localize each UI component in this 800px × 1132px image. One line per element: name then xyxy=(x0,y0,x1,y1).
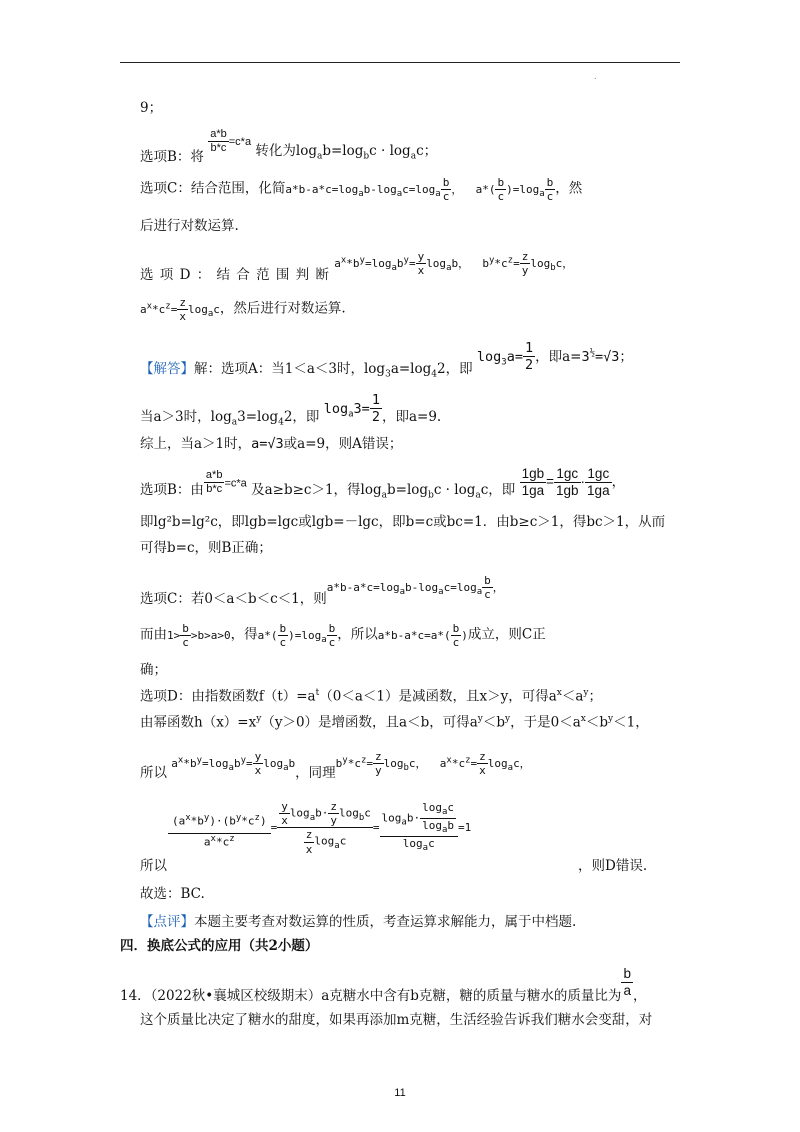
option-d-expr2: $a^x*c^z=$ $\frac{z}{x}$ $\log_ac$ xyxy=(140,296,220,324)
text: 14．（2022秋•襄城区校级期末）a克糖水中含有b克糖，糖的质量与糖水的质量比为 xyxy=(120,988,622,1005)
text: 确； xyxy=(140,662,167,678)
text: c · log xyxy=(369,143,411,160)
solution-a-summary xyxy=(140,436,402,452)
text-line-9 xyxy=(140,100,162,116)
text: 所以 xyxy=(140,764,167,781)
fraction-ab-bc: $\frac{a*b}{b*c}$ xyxy=(205,469,223,496)
text: 2，即 xyxy=(437,360,473,377)
fraction-b-c: $\frac{b}{c}$ xyxy=(497,176,505,204)
question-14-line2 xyxy=(140,1012,652,1028)
solution-b-line2 xyxy=(140,514,665,530)
text: c=log xyxy=(402,182,436,196)
text: ＜1， xyxy=(613,714,649,731)
option-c-expr: $a*b-a*c=\log_ab-\log_ac=\log_a$ $\frac{b}{c}$ ， a*( $\frac{b}{c}$ )$=\log_a$ $\frac{b}{c}$ xyxy=(285,176,554,204)
text: 由幂函数h（x）=x xyxy=(140,714,257,731)
solution-option-c xyxy=(140,574,504,607)
text: b=log xyxy=(322,143,364,160)
text: ，同理 xyxy=(295,764,336,781)
text: ，得 xyxy=(230,626,258,643)
option-d-label: 选 项 D ： 结 合 范 围 判 断 xyxy=(140,266,330,283)
math-a-value: $3^{\frac{1}{2}}=√3$； xyxy=(581,348,633,365)
section-heading xyxy=(120,938,318,954)
answer-text: 故选：BC. xyxy=(140,886,205,902)
text: b-log xyxy=(363,182,397,196)
text: a*( xyxy=(475,182,496,196)
text: （0＜a＜1）是减函数，且x＞y，可得a xyxy=(319,688,557,705)
text: ＜a xyxy=(561,688,584,705)
text: b=log xyxy=(387,482,429,499)
option-d-analysis xyxy=(140,250,574,283)
fraction-b-a: $\frac{b}{a}$ xyxy=(623,966,631,999)
solution-c-line3 xyxy=(140,662,167,678)
fraction-ab-bc xyxy=(208,128,229,155)
text: ，即a=9. xyxy=(381,408,442,425)
text: ＜b xyxy=(585,714,609,731)
text: 转化为log xyxy=(255,143,317,160)
solution-option-b: 选项B：由 $\frac{a*b}{b*c}$ =c*a 及a≥b≥c＞1，得$\log_ab=\log_bc \cdot \log_ac$，即 $\frac{1gb}{1ga}$ = $\frac{1gc}{1gb}$ · $\frac{1gc}{1ga}$ ， xyxy=(140,466,626,501)
text: ，于是0＜a xyxy=(510,714,581,731)
text: ，然 xyxy=(555,180,583,197)
text: c · log xyxy=(433,482,476,499)
math-lg-fractions: $\frac{1gb}{1ga}$ = $\frac{1gc}{1gb}$ · $\frac{1gc}{1ga}$ ， xyxy=(521,466,626,499)
text: c； xyxy=(416,143,438,160)
math-c-expr3: a*b-a*c=a*( $\frac{b}{c}$ ) xyxy=(377,622,468,650)
comment-tag: 【点评】 xyxy=(140,914,194,930)
option-b-label: 选项B：将 xyxy=(140,149,204,166)
text: 即lg²b=lg²c，即lgb=lgc或lgb=－lgc，即b=c或bc=1．由b≥c＞1，得bc＞1，从而 xyxy=(140,514,666,530)
text: ，即a= xyxy=(535,348,582,365)
math-inequality: 1> $\frac{b}{c}$ >b>a>0 xyxy=(167,622,231,650)
comment-line xyxy=(140,914,576,930)
option-c-label: 选项C：结合范围，化简 xyxy=(140,180,286,197)
frac-den: b*c xyxy=(210,142,227,155)
option-c-analysis xyxy=(140,176,582,203)
math-d-big-fraction: $\frac{(a^x*b^y)\cdot(b^y*c^z)}{a^x*c^z}$ = $\frac{y}{x}$ $\log_ab\cdot$ $\frac{z}{y}$ $\log_bc$ $\frac{z}{x}$ $\log_ac$ = $\log_ab\cdot$ $\frac{\log_ac}{\log_ab}$ $\log_ac$ =1 xyxy=(168,800,471,856)
header-rule xyxy=(120,62,680,63)
text: 成立，则C正 xyxy=(467,626,546,643)
text: 所以 xyxy=(140,858,167,874)
text: a=log xyxy=(390,360,432,377)
text: 解：选项A：当1＜a＜3时，log xyxy=(194,360,386,377)
text: )=log xyxy=(506,182,540,196)
text: 综上，当a＞1时， xyxy=(140,436,252,452)
text: ，然后进行对数运算. xyxy=(219,300,346,317)
text: 当a＞3时，log xyxy=(140,408,232,425)
option-b-rest: 转化为$\log_ab=\log_bc \cdot \log_ac$； xyxy=(255,143,438,162)
text: 2，即 xyxy=(283,408,320,425)
math-d-expr2: $b^y*c^z=$ $\frac{z}{y}$ $\log_bc$， $a^x*c^z=$ $\frac{z}{x}$ $\log_ac$， xyxy=(335,750,531,778)
text: 后进行对数运算. xyxy=(140,218,239,234)
question-14-line1 xyxy=(120,966,647,1005)
page-number: 11 xyxy=(394,1087,406,1099)
text: 或a=9，则A错误； xyxy=(283,436,403,452)
eq-ca: =c*a xyxy=(228,136,252,149)
solution-d-line2: 由幂函数$h(x)=x^y(y>0)$是增函数，且a＜b，可得$a^y<b^y$，于是$0<a^x<b^y<1$， xyxy=(140,714,649,731)
math-loga3: $\log_a3=$ $\frac{1}{2}$ xyxy=(323,392,380,426)
math-c-expr2: a*( $\frac{b}{c}$ )$=\log_a$ $\frac{b}{c}$ xyxy=(257,622,336,650)
text: 及a≥b≥c＞1，得log xyxy=(251,482,382,499)
solution-tag: 【解答】 xyxy=(140,360,194,377)
solution-option-a: 【解答】解：选项A：当1＜a＜3时，$\log_3a=\log_42$，即 $\log_3a=$ $\frac{1}{2}$ ，即$a=3^{\frac{1}{2}}=√3$； xyxy=(140,340,633,380)
section-title: 四．换底公式的应用（共2小题） xyxy=(120,938,319,954)
math-sqrt3: a=√3 xyxy=(251,436,284,452)
math-d-expr1: $a^x*b^y=\log_ab^y=$ $\frac{y}{x}$ $\log_ab$ xyxy=(171,750,296,778)
solution-d-line3 xyxy=(140,750,531,781)
text: ，则D错误. xyxy=(578,858,648,874)
text: 选项B：由 xyxy=(140,482,204,499)
option-d-expr1: $a^x*b^y=\log_ab^y=$ $\frac{y}{x}$ $\log_ab$， $b^y*c^z=$ $\frac{z}{y}$ $\log_bc$， xyxy=(334,250,574,278)
math-log3a: $\log_3a=$ $\frac{1}{2}$ xyxy=(476,340,534,374)
text: 可得b=c，则B正确； xyxy=(140,540,272,556)
math-c-expr: $a*b-a*c=\log_ab-\log_ac=\log_a$ $\frac{b}{c}$ ， xyxy=(326,574,504,602)
text: c，即 xyxy=(480,482,516,499)
text: 这个质量比决定了糖水的甜度，如果再添加m克糖，生活经验告诉我们糖水会变甜，对 xyxy=(140,1012,653,1028)
option-b-analysis xyxy=(140,128,438,166)
comment-text: 本题主要考查对数运算的性质，考查运算求解能力，属于中档题. xyxy=(194,914,577,930)
text: 而由 xyxy=(140,626,167,643)
option-d-line2 xyxy=(140,296,346,323)
text: （y＞0）是增函数，且a＜b，可得a xyxy=(261,714,478,731)
text: 3=log xyxy=(237,408,279,425)
frac-num: a*b xyxy=(208,128,229,142)
text: ； xyxy=(588,688,602,705)
text-9: 9； xyxy=(140,100,163,116)
solution-option-d: 选项D：由指数函数$f(t)=a^t(0<a<1)$是减函数，且x＞y，可得$a^x<a^y$； xyxy=(140,688,602,705)
option-c-line2 xyxy=(140,218,239,234)
solution-b-line3 xyxy=(140,540,272,556)
text: a*b-a*c=log xyxy=(285,182,359,196)
text: 选项C：若0＜a＜b＜c＜1，则 xyxy=(140,590,327,607)
text: ，所以 xyxy=(337,626,378,643)
text: 选项D：由指数函数f（t）=a xyxy=(140,688,316,705)
fraction-b-c: $\frac{b}{c}$ xyxy=(546,176,554,204)
text: ， xyxy=(632,988,647,1005)
header-dot: . xyxy=(594,72,597,81)
text: ＜b xyxy=(482,714,506,731)
solution-c-line2 xyxy=(140,622,546,649)
solution-a-line2: 当a＞3时，$\log_a3=\log_42$，即 $\log_a3=$ $\frac{1}{2}$ ，即a=9. xyxy=(140,392,442,428)
fraction-b-c: $\frac{b}{c}$ xyxy=(442,176,450,204)
answer-line xyxy=(140,886,205,902)
